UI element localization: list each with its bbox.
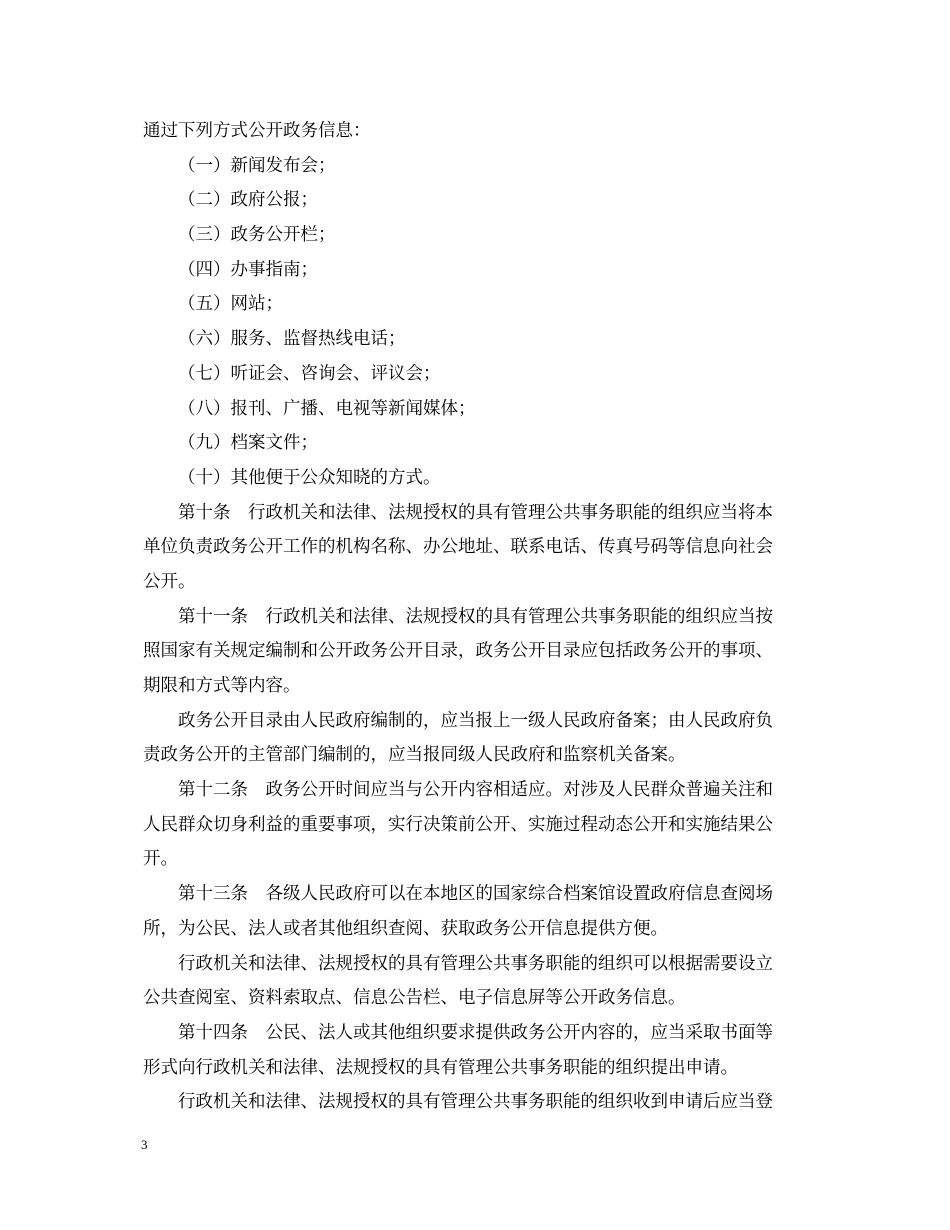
text-line: （九）档案文件； xyxy=(178,433,318,454)
text-line: 政务公开目录由人民政府编制的，应当报上一级人民政府备案；由人民政府负 xyxy=(178,710,773,731)
text-line: （十）其他便于公众知晓的方式。 xyxy=(178,467,441,488)
text-line: 第十条 行政机关和法律、法规授权的具有管理公共事务职能的组织应当将本 xyxy=(178,502,773,523)
text-line: （三）政务公开栏； xyxy=(178,225,336,246)
text-line: 开。 xyxy=(143,849,178,870)
text-line: （六）服务、监督热线电话； xyxy=(178,329,406,350)
text-line: 形式向行政机关和法律、法规授权的具有管理公共事务职能的组织提出申请。 xyxy=(143,1057,738,1078)
text-line: （五）网站； xyxy=(178,294,283,315)
text-line: 期限和方式等内容。 xyxy=(143,676,301,696)
page-number: 3 xyxy=(141,1137,148,1152)
text-line: 第十一条 行政机关和法律、法规授权的具有管理公共事务职能的组织应当按 xyxy=(178,606,773,627)
text-line: 公开。 xyxy=(143,571,196,592)
text-line: （七）听证会、咨询会、评议会； xyxy=(178,363,441,384)
text-line: 行政机关和法律、法规授权的具有管理公共事务职能的组织收到申请后应当登 xyxy=(178,1092,773,1113)
text-line: 行政机关和法律、法规授权的具有管理公共事务职能的组织可以根据需要设立 xyxy=(178,953,773,974)
document-body xyxy=(143,114,815,1120)
text-line: 照国家有关规定编制和公开政务公开目录，政务公开目录应包括政务公开的事项、 xyxy=(143,641,773,662)
text-line: （四）办事指南； xyxy=(178,259,318,280)
text-line: 单位负责政务公开工作的机构名称、办公地址、联系电话、传真号码等信息向社会 xyxy=(143,537,773,558)
text-line: （二）政府公报； xyxy=(178,190,318,211)
text-line: 所，为公民、法人或者其他组织查阅、获取政务公开信息提供方便。 xyxy=(143,918,668,939)
text-line: （一）新闻发布会； xyxy=(178,155,336,176)
text-line: 第十二条 政务公开时间应当与公开内容相适应。对涉及人民群众普遍关注和 xyxy=(178,780,773,801)
text-line: 责政务公开的主管部门编制的，应当报同级人民政府和监察机关备案。 xyxy=(143,745,686,766)
text-line: 第十三条 各级人民政府可以在本地区的国家综合档案馆设置政府信息查阅场 xyxy=(178,884,773,905)
text-line: 公共查阅室、资料索取点、信息公告栏、电子信息屏等公开政务信息。 xyxy=(143,988,686,1009)
text-line: 通过下列方式公开政务信息： xyxy=(143,121,371,141)
text-line: 第十四条 公民、法人或其他组织要求提供政务公开内容的，应当采取书面等 xyxy=(178,1022,773,1043)
text-line: （八）报刊、广播、电视等新闻媒体； xyxy=(178,398,476,419)
text-line: 人民群众切身利益的重要事项，实行决策前公开、实施过程动态公开和实施结果公 xyxy=(143,814,773,835)
